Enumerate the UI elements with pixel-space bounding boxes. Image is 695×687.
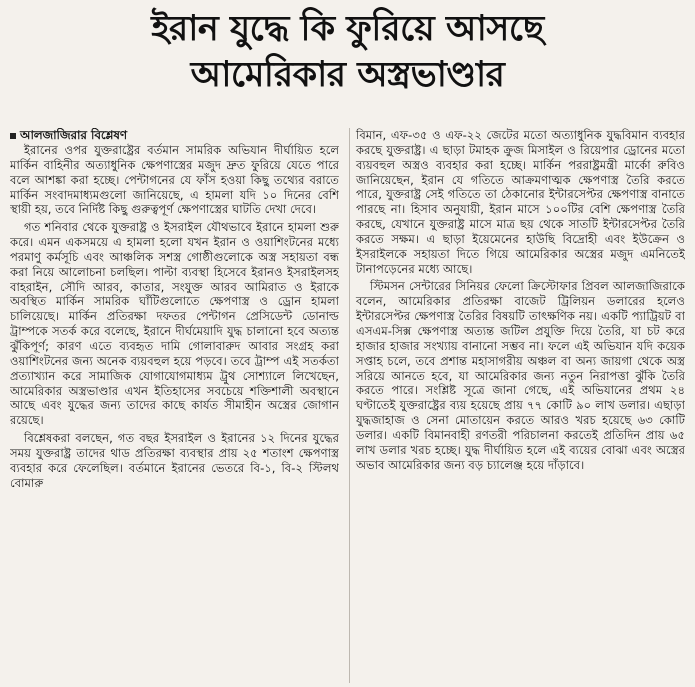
- left-column: [10, 128, 339, 683]
- paragraph: ইরানের ওপর যুক্তরাষ্ট্রের বর্তমান সামরিক অভিযান দীর্ঘায়িত হলে মার্কিন বাহিনীর অত্যাধুনিক ক্ষেপণাস্ত্রের মজুদ দ্রুত ফুরিয়ে যেতে পারে বলে আশঙ্কা করা হচ্ছে। পেন্টাগনের যে ফাঁস হওয়া কিছু তথ্যের বরাতে মার্কিন সংবাদমাধ্যমগুলো জানিয়েছে, এ হামলা যদি ১০ দিনের বেশি স্থায়ী হয়, তবে নির্দিষ্ট কিছু গুরুত্বপূর্ণ ক্ষেপণাস্ত্রের ঘাটতি দেখা দেবে।: [10, 143, 339, 217]
- paragraph: গত শনিবার থেকে যুক্তরাষ্ট্র ও ইসরাইল যৌথভাবে ইরানে হামলা শুরু করে। এমন একসময়ে এ হামলা হলো যখন ইরান ও ওয়াশিংটনের মধ্যে পরমাণু কর্মসূচি এবং আঞ্চলিক সশস্ত্র গোষ্ঠীগুলোকে অস্ত্র সহায়তা বন্ধ করা নিয়ে আলোচনা চলছিল। পাল্টা ব্যবস্থা হিসেবে ইরানও ইসরাইলসহ বাহরাইন, সৌদি আরব, কাতার, সংযুক্ত আরব আমিরাত ও ইরাকে অবস্থিত মার্কিন সামরিক ঘাঁটিগুলোতে ক্ষেপণাস্ত্র ও ড্রোন হামলা চালিয়েছে। মার্কিন প্রতিরক্ষা দফতর পেন্টাগন প্রেসিডেন্ট ডোনাল্ড ট্রাম্পকে সতর্ক করে বলেছে, ইরানে দীর্ঘমেয়াদি যুদ্ধ চালানো হবে অত্যন্ত ঝুঁকিপূর্ণ; কারণ এতে ব্যবহৃত দামি গোলাবারুদ আবার সংগ্রহ করা ওয়াশিংটনের জন্য অনেক ব্যয়বহুল হয়ে পড়বে। তবে ট্রাম্প এই সতর্কতা প্রত্যাখ্যান করে সামাজিক যোগাযোগমাধ্যম ট্রুথ সোশ্যালে লিখেছেন, আমেরিকার অস্ত্রভাণ্ডার এখন ইতিহাসের সবচেয়ে শক্তিশালী অবস্থানে আছে এবং যুদ্ধের জন্য তাদের কাছে কার্যত সীমাহীন অস্ত্রের জোগান রয়েছে।: [10, 220, 339, 428]
- byline-text: আলজাজিরার বিশ্লেষণ: [20, 128, 127, 142]
- headline-line-2: আমেরিকার অস্ত্রভাণ্ডার: [190, 55, 505, 95]
- paragraph: বিমান, এফ-৩৫ ও এফ-২২ জেটের মতো অত্যাধুনিক যুদ্ধবিমান ব্যবহার করছে যুক্তরাষ্ট্র। এ ছাড়া টমাহক ক্রুজ মিসাইল ও রিয়েপার ড্রোনের মতো ব্যয়বহুল অস্ত্রও ব্যবহার করা হচ্ছে। মার্কিন পররাষ্ট্রমন্ত্রী মার্কো রুবিও জানিয়েছেন, ইরান যে গতিতে আক্রমণাত্মক ক্ষেপণাস্ত্র তৈরি করতে পারে, যুক্তরাষ্ট্র সেই গতিতে তা ঠেকানোর ইন্টারসেপ্টর ক্ষেপণাস্ত্র বানাতে পারছে না। হিসাব অনুযায়ী, ইরান মাসে ১০০টির বেশি ক্ষেপণাস্ত্র তৈরি করছে, যেখানে যুক্তরাষ্ট্র মাসে মাত্র ছয় থেকে সাতটি ইন্টারসেপ্টর তৈরি করতে সক্ষম। এ ছাড়া ইয়েমেনের হাউছি বিদ্রোহী এবং ইউক্রেন ও ইসরাইলকে সহায়তা দিতে গিয়ে আমেরিকার অস্ত্রের মজুদ এমনিতেই টানাপড়েনের মধ্যে আছে।: [356, 128, 685, 276]
- paragraph: বিশ্লেষকরা বলছেন, গত বছর ইসরাইল ও ইরানের ১২ দিনের যুদ্ধের সময় যুক্তরাষ্ট্র তাদের থাড প্রতিরক্ষা ব্যবস্থার প্রায় ২৫ শতাংশ ক্ষেপণাস্ত্র ব্যবহার করে ফেলেছিল। বর্তমানে ইরানের ভেতরে বি-১, বি-২ স্টিলথ বোমারু: [10, 431, 339, 490]
- byline: [10, 128, 339, 143]
- article-body: [10, 128, 685, 683]
- right-column: [349, 128, 685, 683]
- paragraph: স্টিমসন সেন্টারের সিনিয়র ফেলো ক্রিস্টোফার প্রিবল আলজাজিরাকে বলেন, আমেরিকার প্রতিরক্ষা বাজেট ট্রিলিয়ন ডলারের হলেও ইন্টারসেপ্টর ক্ষেপণাস্ত্র তৈরির বিষয়টি তাৎক্ষণিক নয়। একটি প্যাট্রিয়ট বা এসএম-সিক্স ক্ষেপণাস্ত্র অত্যন্ত জটিল প্রযুক্তি দিয়ে তৈরি, যা চট করে হাজার হাজার সংখ্যায় বানানো সম্ভব না। ফলে এই অভিযান যদি কয়েক সপ্তাহ চলে, তবে প্রশান্ত মহাসাগরীয় অঞ্চল বা অন্য জায়গা থেকে অস্ত্র সরিয়ে আনতে হবে, যা আমেরিকার জন্য নতুন নিরাপত্তা ঝুঁকি তৈরি করতে পারে। সংশ্লিষ্ট সূত্রে জানা গেছে, এই অভিযানের প্রথম ২৪ ঘণ্টাতেই যুক্তরাষ্ট্রের ব্যয় হয়েছে প্রায় ৭৭ কোটি ৯০ লাখ ডলার। এছাড়া যুদ্ধজাহাজ ও সেনা মোতায়েন করতে আরও খরচ হয়েছে ৬৩ কোটি ডলার। একটি বিমানবাহী রণতরী পরিচালনা করতেই প্রতিদিন প্রায় ৬৫ লাখ ডলার খরচ হচ্ছে। যুদ্ধ দীর্ঘায়িত হলে এই ব্যয়ের বোঝা এবং অস্ত্রের অভাব আমেরিকার জন্য বড় চ্যালেঞ্জ হয়ে দাঁড়াবে।: [356, 279, 685, 472]
- bullet-square-icon: [10, 133, 16, 139]
- headline: [14, 6, 681, 98]
- headline-line-1: ইরান যুদ্ধে কি ফুরিয়ে আসছে: [151, 9, 544, 49]
